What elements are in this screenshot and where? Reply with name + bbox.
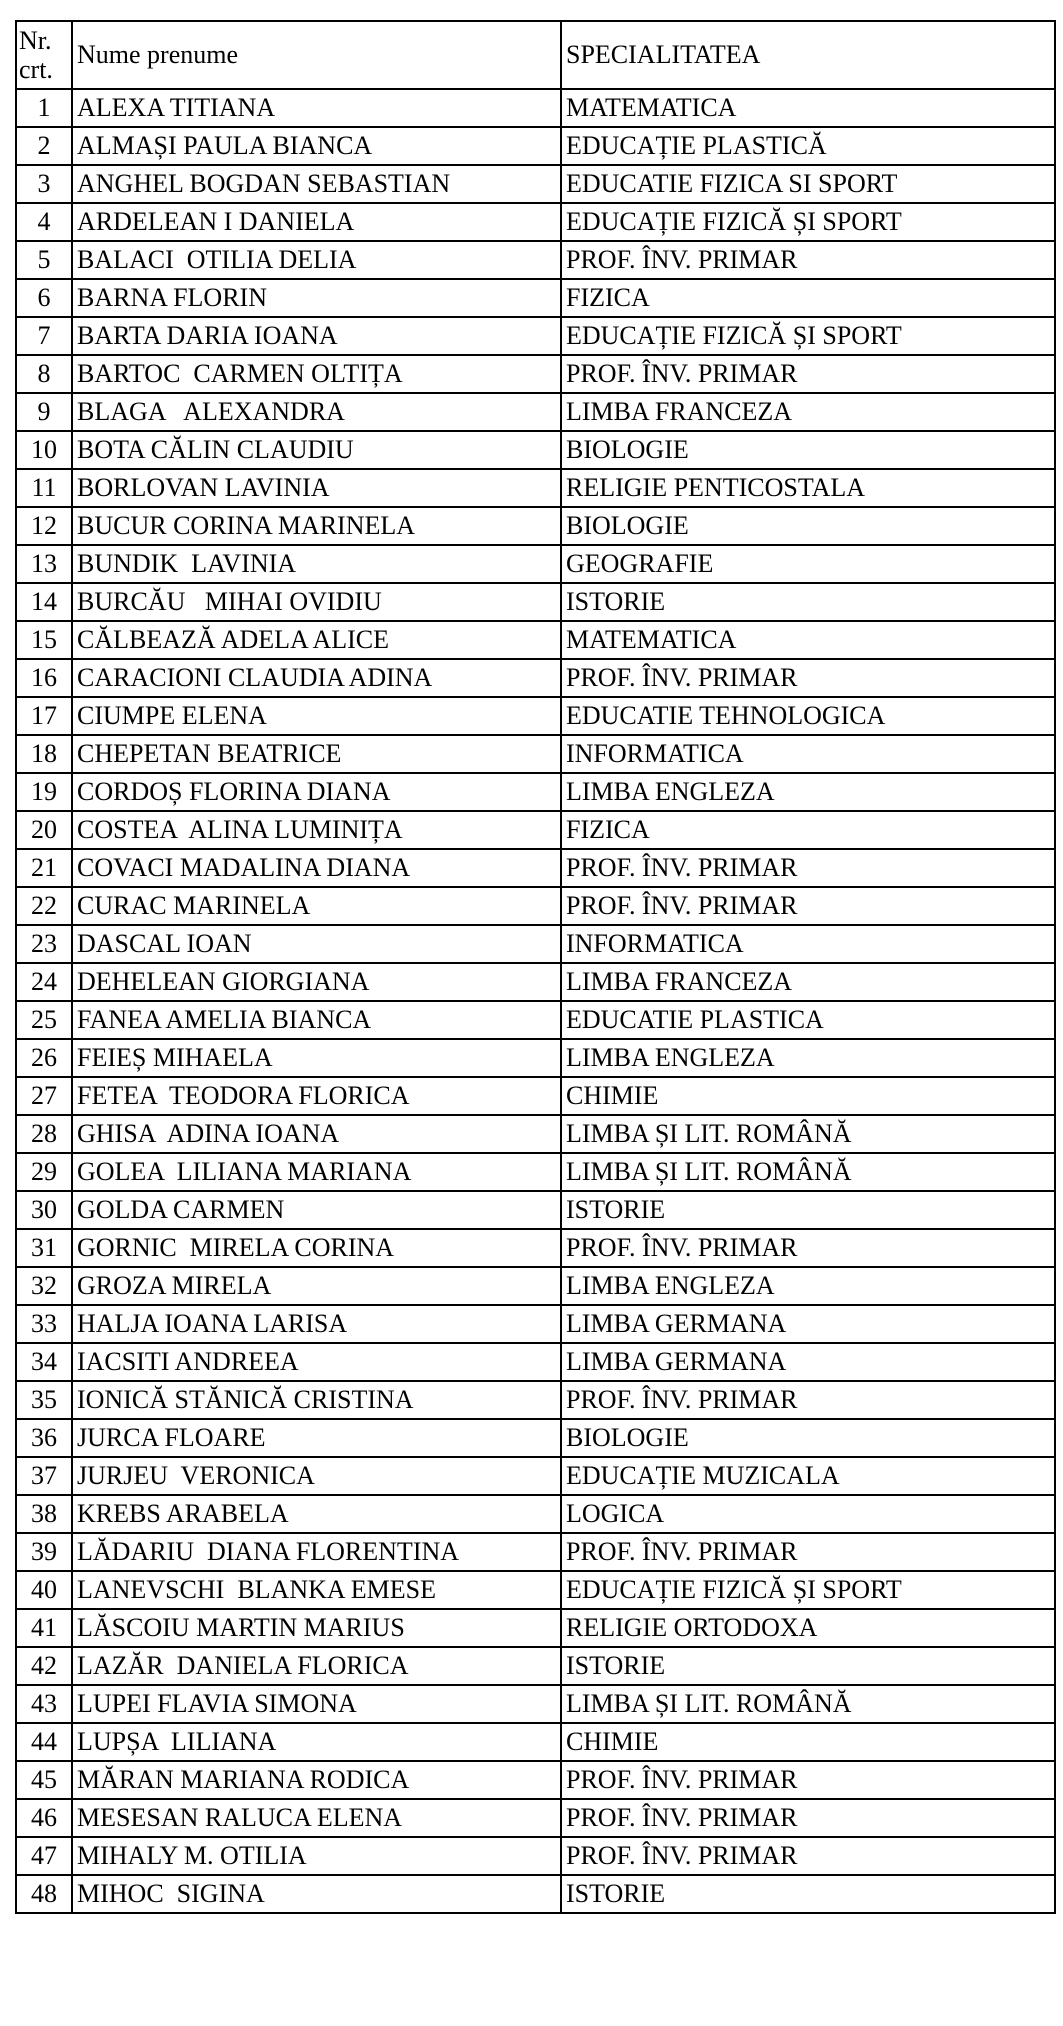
row-number: 12 [16,507,72,545]
table-row [16,203,1055,241]
header-specialty: SPECIALITATEA [561,21,1055,89]
row-number: 10 [16,431,72,469]
teacher-name: DASCAL IOAN [72,925,561,963]
row-number: 4 [16,203,72,241]
table-row [16,1495,1055,1533]
teacher-specialty: ISTORIE [561,1191,1055,1229]
teacher-specialty: BIOLOGIE [561,1419,1055,1457]
table-row [16,963,1055,1001]
teacher-name: GOLEA LILIANA MARIANA [72,1153,561,1191]
table-row [16,1153,1055,1191]
table-row [16,887,1055,925]
teacher-name: COSTEA ALINA LUMINIȚA [72,811,561,849]
teacher-name: COVACI MADALINA DIANA [72,849,561,887]
table-row [16,925,1055,963]
teacher-specialty: RELIGIE PENTICOSTALA [561,469,1055,507]
teacher-name: JURJEU VERONICA [72,1457,561,1495]
teacher-specialty: LIMBA ENGLEZA [561,1039,1055,1077]
row-number: 6 [16,279,72,317]
teacher-specialty: LIMBA FRANCEZA [561,393,1055,431]
teacher-specialty: EDUCAȚIE MUZICALA [561,1457,1055,1495]
table-row [16,583,1055,621]
teacher-specialty: PROF. ÎNV. PRIMAR [561,1229,1055,1267]
row-number: 9 [16,393,72,431]
teacher-name: GORNIC MIRELA CORINA [72,1229,561,1267]
teacher-specialty: EDUCATIE TEHNOLOGICA [561,697,1055,735]
teacher-name: CIUMPE ELENA [72,697,561,735]
table-row [16,1609,1055,1647]
teacher-specialty: LIMBA GERMANA [561,1343,1055,1381]
row-number: 33 [16,1305,72,1343]
row-number: 27 [16,1077,72,1115]
table-row [16,1723,1055,1761]
teacher-specialty: RELIGIE ORTODOXA [561,1609,1055,1647]
table-row [16,127,1055,165]
teacher-specialty: BIOLOGIE [561,431,1055,469]
row-number: 36 [16,1419,72,1457]
teacher-name: LUPEI FLAVIA SIMONA [72,1685,561,1723]
row-number: 42 [16,1647,72,1685]
row-number: 46 [16,1799,72,1837]
teacher-specialty: MATEMATICA [561,621,1055,659]
teacher-specialty: INFORMATICA [561,925,1055,963]
row-number: 30 [16,1191,72,1229]
teacher-specialty: ISTORIE [561,1647,1055,1685]
table-header [16,21,1055,89]
row-number: 43 [16,1685,72,1723]
row-number: 8 [16,355,72,393]
teacher-name: FANEA AMELIA BIANCA [72,1001,561,1039]
teacher-specialty: INFORMATICA [561,735,1055,773]
table-row [16,1191,1055,1229]
teacher-specialty: LIMBA ȘI LIT. ROMÂNĂ [561,1115,1055,1153]
row-number: 18 [16,735,72,773]
row-number: 45 [16,1761,72,1799]
table-row [16,1001,1055,1039]
row-number: 3 [16,165,72,203]
teacher-name: GHISA ADINA IOANA [72,1115,561,1153]
teacher-specialty: MATEMATICA [561,89,1055,127]
teacher-name: BORLOVAN LAVINIA [72,469,561,507]
row-number: 40 [16,1571,72,1609]
table-row [16,1343,1055,1381]
teacher-name: BLAGA ALEXANDRA [72,393,561,431]
row-number: 11 [16,469,72,507]
teacher-specialty: LIMBA ENGLEZA [561,773,1055,811]
teacher-specialty: GEOGRAFIE [561,545,1055,583]
teacher-name: LANEVSCHI BLANKA EMESE [72,1571,561,1609]
row-number: 29 [16,1153,72,1191]
table-row [16,1457,1055,1495]
table-row [16,1419,1055,1457]
table-row [16,507,1055,545]
row-number: 5 [16,241,72,279]
teacher-specialty: BIOLOGIE [561,507,1055,545]
teacher-specialty: CHIMIE [561,1077,1055,1115]
header-nr-line1: Nr. [19,26,52,55]
teacher-name: ARDELEAN I DANIELA [72,203,561,241]
row-number: 20 [16,811,72,849]
teacher-specialty: PROF. ÎNV. PRIMAR [561,1837,1055,1875]
table-row [16,1647,1055,1685]
teacher-name: BARTA DARIA IOANA [72,317,561,355]
table-row [16,1837,1055,1875]
row-number: 28 [16,1115,72,1153]
table-row [16,1267,1055,1305]
row-number: 24 [16,963,72,1001]
teacher-specialty: EDUCAȚIE PLASTICĂ [561,127,1055,165]
row-number: 23 [16,925,72,963]
table-row [16,1115,1055,1153]
teacher-specialty: PROF. ÎNV. PRIMAR [561,1799,1055,1837]
teacher-name: LAZĂR DANIELA FLORICA [72,1647,561,1685]
row-number: 44 [16,1723,72,1761]
teacher-name: FETEA TEODORA FLORICA [72,1077,561,1115]
table-row [16,317,1055,355]
teacher-specialty: LIMBA ȘI LIT. ROMÂNĂ [561,1685,1055,1723]
teacher-name: HALJA IOANA LARISA [72,1305,561,1343]
teacher-name: BURCĂU MIHAI OVIDIU [72,583,561,621]
table-row [16,849,1055,887]
teacher-specialty: CHIMIE [561,1723,1055,1761]
teacher-name: BUCUR CORINA MARINELA [72,507,561,545]
document-page [15,20,1054,1914]
teacher-specialty: PROF. ÎNV. PRIMAR [561,1533,1055,1571]
teacher-specialty: LIMBA GERMANA [561,1305,1055,1343]
table-row [16,735,1055,773]
row-number: 2 [16,127,72,165]
teacher-name: FEIEȘ MIHAELA [72,1039,561,1077]
teacher-name: BOTA CĂLIN CLAUDIU [72,431,561,469]
row-number: 47 [16,1837,72,1875]
table-body [16,89,1055,1913]
teacher-specialty: EDUCATIE PLASTICA [561,1001,1055,1039]
teacher-name: IONICĂ STĂNICĂ CRISTINA [72,1381,561,1419]
table-row [16,1571,1055,1609]
teacher-name: DEHELEAN GIORGIANA [72,963,561,1001]
teacher-name: CĂLBEAZĂ ADELA ALICE [72,621,561,659]
teacher-specialty: LIMBA ENGLEZA [561,1267,1055,1305]
table-row [16,241,1055,279]
row-number: 17 [16,697,72,735]
teacher-name: KREBS ARABELA [72,1495,561,1533]
teacher-specialty: LIMBA ȘI LIT. ROMÂNĂ [561,1153,1055,1191]
row-number: 25 [16,1001,72,1039]
teacher-name: CURAC MARINELA [72,887,561,925]
row-number: 34 [16,1343,72,1381]
header-row [16,21,1055,89]
teacher-name: GOLDA CARMEN [72,1191,561,1229]
teacher-name: BALACI OTILIA DELIA [72,241,561,279]
table-row [16,165,1055,203]
table-row [16,1761,1055,1799]
teacher-name: CORDOȘ FLORINA DIANA [72,773,561,811]
teacher-specialty: EDUCAȚIE FIZICĂ ȘI SPORT [561,1571,1055,1609]
teacher-name: CHEPETAN BEATRICE [72,735,561,773]
header-name: Nume prenume [72,21,561,89]
table-row [16,1875,1055,1913]
table-row [16,1305,1055,1343]
teacher-specialty: PROF. ÎNV. PRIMAR [561,1381,1055,1419]
teacher-name: LUPȘA LILIANA [72,1723,561,1761]
table-row [16,431,1055,469]
teacher-roster-table [15,20,1056,1914]
row-number: 48 [16,1875,72,1913]
row-number: 38 [16,1495,72,1533]
teacher-specialty: PROF. ÎNV. PRIMAR [561,355,1055,393]
teacher-specialty: FIZICA [561,811,1055,849]
teacher-specialty: PROF. ÎNV. PRIMAR [561,241,1055,279]
teacher-specialty: PROF. ÎNV. PRIMAR [561,849,1055,887]
table-row [16,811,1055,849]
row-number: 14 [16,583,72,621]
table-row [16,697,1055,735]
teacher-specialty: ISTORIE [561,1875,1055,1913]
table-row [16,545,1055,583]
table-row [16,1533,1055,1571]
table-row [16,393,1055,431]
teacher-name: MESESAN RALUCA ELENA [72,1799,561,1837]
teacher-name: GROZA MIRELA [72,1267,561,1305]
teacher-specialty: ISTORIE [561,583,1055,621]
table-row [16,89,1055,127]
row-number: 41 [16,1609,72,1647]
teacher-name: ALMAȘI PAULA BIANCA [72,127,561,165]
table-row [16,1799,1055,1837]
row-number: 13 [16,545,72,583]
teacher-specialty: PROF. ÎNV. PRIMAR [561,887,1055,925]
teacher-specialty: PROF. ÎNV. PRIMAR [561,659,1055,697]
teacher-name: IACSITI ANDREEA [72,1343,561,1381]
teacher-name: ALEXA TITIANA [72,89,561,127]
table-row [16,355,1055,393]
header-nr-crt [16,21,72,89]
teacher-name: BARTOC CARMEN OLTIȚA [72,355,561,393]
table-row [16,773,1055,811]
header-nr-line2: crt. [19,55,53,84]
teacher-specialty: PROF. ÎNV. PRIMAR [561,1761,1055,1799]
teacher-name: LĂDARIU DIANA FLORENTINA [72,1533,561,1571]
teacher-name: MĂRAN MARIANA RODICA [72,1761,561,1799]
row-number: 39 [16,1533,72,1571]
teacher-name: MIHOC SIGINA [72,1875,561,1913]
table-row [16,1685,1055,1723]
teacher-name: JURCA FLOARE [72,1419,561,1457]
teacher-specialty: FIZICA [561,279,1055,317]
teacher-specialty: LOGICA [561,1495,1055,1533]
row-number: 1 [16,89,72,127]
table-row [16,1381,1055,1419]
table-row [16,659,1055,697]
teacher-name: ANGHEL BOGDAN SEBASTIAN [72,165,561,203]
row-number: 19 [16,773,72,811]
row-number: 7 [16,317,72,355]
row-number: 32 [16,1267,72,1305]
teacher-name: LĂSCOIU MARTIN MARIUS [72,1609,561,1647]
table-row [16,1039,1055,1077]
row-number: 35 [16,1381,72,1419]
teacher-specialty: EDUCATIE FIZICA SI SPORT [561,165,1055,203]
table-row [16,1229,1055,1267]
teacher-name: BUNDIK LAVINIA [72,545,561,583]
row-number: 22 [16,887,72,925]
table-row [16,279,1055,317]
table-row [16,1077,1055,1115]
teacher-name: BARNA FLORIN [72,279,561,317]
teacher-specialty: EDUCAȚIE FIZICĂ ȘI SPORT [561,203,1055,241]
row-number: 16 [16,659,72,697]
row-number: 26 [16,1039,72,1077]
row-number: 31 [16,1229,72,1267]
teacher-name: CARACIONI CLAUDIA ADINA [72,659,561,697]
row-number: 15 [16,621,72,659]
teacher-name: MIHALY M. OTILIA [72,1837,561,1875]
table-row [16,621,1055,659]
teacher-specialty: LIMBA FRANCEZA [561,963,1055,1001]
teacher-specialty: EDUCAȚIE FIZICĂ ȘI SPORT [561,317,1055,355]
row-number: 37 [16,1457,72,1495]
table-row [16,469,1055,507]
row-number: 21 [16,849,72,887]
